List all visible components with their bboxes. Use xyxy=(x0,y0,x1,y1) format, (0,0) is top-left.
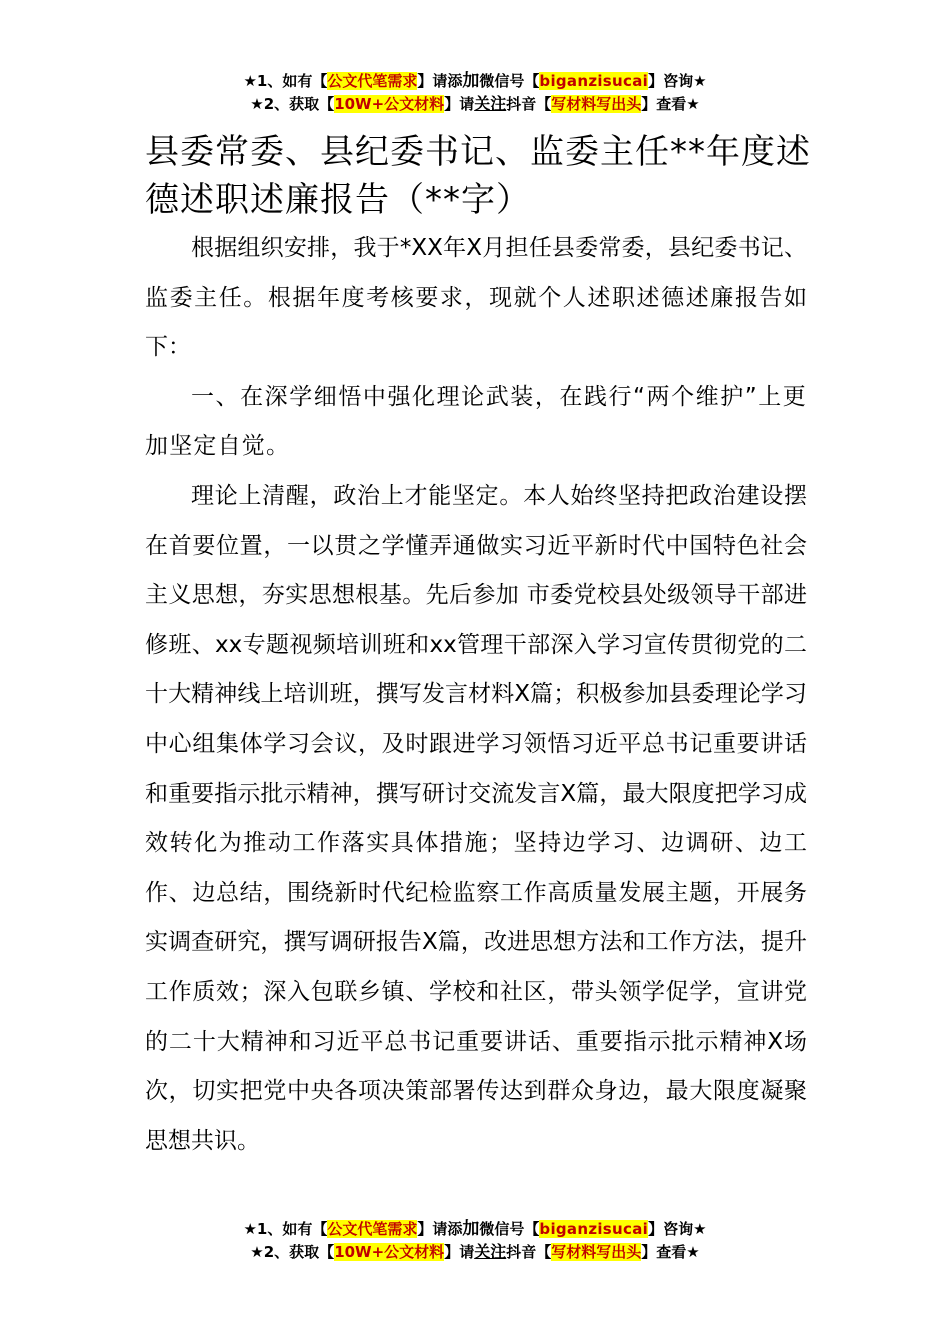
header-promo-banner xyxy=(0,70,950,116)
promo-highlight-materials: 10W+公文材料 xyxy=(334,95,445,113)
promo-line-2: ★2、获取【10W+公文材料】请关注抖音【写材料写出头】查看★ xyxy=(250,94,700,113)
promo-highlight-service: 公文代笔需求 xyxy=(327,1220,418,1238)
promo-line-1: ★1、如有【公文代笔需求】请添加微信号【biganzisucai】咨询★ xyxy=(243,1219,707,1239)
promo-highlight-douyin: 写材料写出头 xyxy=(551,95,642,113)
promo-line-2: ★2、获取【10W+公文材料】请关注抖音【写材料写出头】查看★ xyxy=(250,1242,700,1261)
document-body xyxy=(145,224,807,1166)
footer-promo-banner xyxy=(0,1218,950,1264)
document-title: 县委常委、县纪委书记、监委主任**年度述德述职述廉报告（**字） xyxy=(145,132,811,220)
promo-highlight-wechat-id: biganzisucai xyxy=(539,1220,649,1238)
paragraph-intro: 根据组织安排，我于*XX年X月担任县委常委，县纪委书记、监委主任。根据年度考核要求，现就个人述职述德述廉报告如下： xyxy=(145,235,807,361)
promo-highlight-service: 公文代笔需求 xyxy=(327,72,418,90)
paragraph-theory-study: 理论上清醒，政治上才能坚定。本人始终坚持把政治建设摆在首要位置，一以贯之学懂弄通做实习近平新时代中国特色社会主义思想，夯实思想根基。先后参加 市委党校县处级领导干部进修班、xx专题视频培训班和xx管理干部深入学习宣传贯彻党的二十大精神线上培训班，撰写发言材料X篇；积极参加县委理论学习中心组集体学习会议，及时跟进学习领悟习近平总书记重要讲话和重要指示批示精神，撰写研讨交流发言X篇，最大限度把学习成效转化为推动工作落实具体措施；坚持边学习、边调研、边工作、边总结，围绕新时代纪检监察工作高质量发展主题，开展务实调查研究，撰写调研报告X篇，改进思想方法和工作方法，提升工作质效；深入包联乡镇、学校和社区，带头领学促学，宣讲党的二十大精神和习近平总书记重要讲话、重要指示批示精神X场次，切实把党中央各项决策部署传达到群众身边，最大限度凝聚思想共识。 xyxy=(145,482,807,1154)
promo-highlight-douyin: 写材料写出头 xyxy=(551,1243,642,1261)
promo-highlight-materials: 10W+公文材料 xyxy=(334,1243,445,1261)
promo-highlight-wechat-id: biganzisucai xyxy=(539,72,649,90)
section-heading-1: 一、在深学细悟中强化理论武装，在践行“两个维护”上更加坚定自觉。 xyxy=(145,383,807,460)
promo-line-1: ★1、如有【公文代笔需求】请添加微信号【biganzisucai】咨询★ xyxy=(243,71,707,91)
